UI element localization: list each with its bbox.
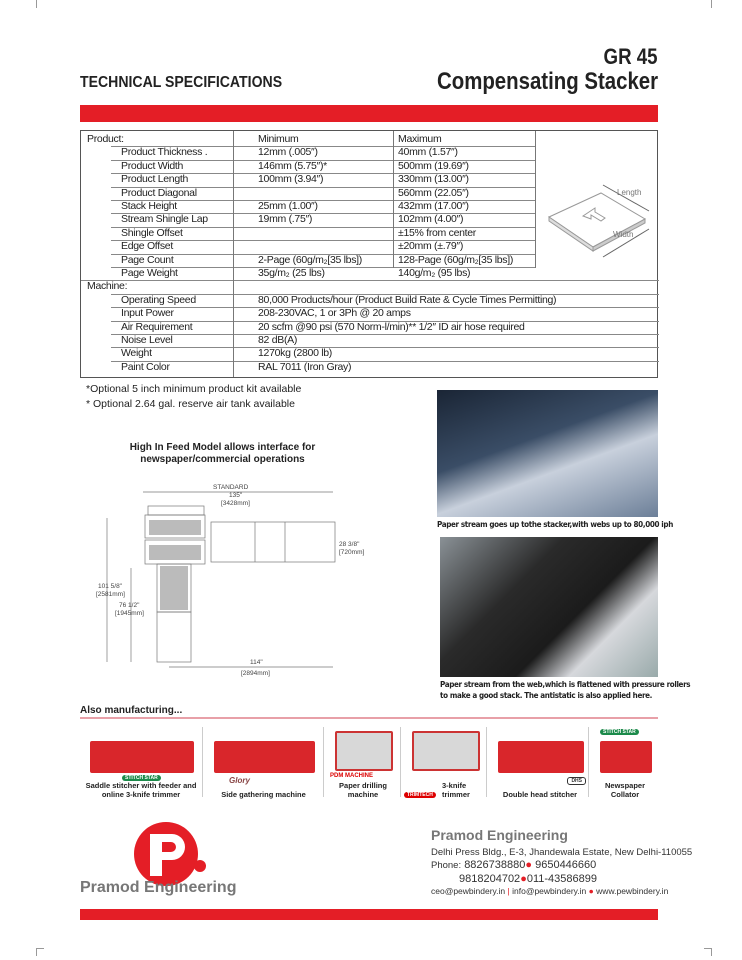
spec-min-value: 25mm (1.00″) xyxy=(258,200,318,212)
photo-caption: to make a good stack. The antistatic is also applied here. xyxy=(440,691,653,700)
contact-line: ceo@pewbindery.in | info@pewbindery.in ● www.pewbindery.in xyxy=(431,886,669,896)
spec-row xyxy=(81,267,659,280)
phone-number[interactable]: 8826738880 xyxy=(464,859,526,871)
crop-mark xyxy=(704,0,712,8)
dimension-label: [720mm] xyxy=(339,549,365,556)
spec-label: Operating Speed xyxy=(121,293,196,306)
model-number: GR 45 xyxy=(603,44,658,69)
phone-line-2: 9818204702●011-43586899 xyxy=(459,873,597,885)
spec-value: 1270kg (2800 lb) xyxy=(258,347,333,360)
spec-row xyxy=(81,321,659,334)
spec-label: Product Width xyxy=(121,159,184,172)
product-item xyxy=(592,727,658,803)
spec-row xyxy=(81,334,659,347)
spec-row xyxy=(81,146,659,159)
logo-company-name: Pramod Engineering xyxy=(80,879,237,896)
spec-value: 20 scfm @90 psi (570 Norm-l/min)** 1/2″ ID air hose required xyxy=(258,320,525,333)
photo-caption: Paper stream from the web,which is flattened with pressure rollers xyxy=(440,680,691,689)
spec-label: Shingle Offset xyxy=(121,226,183,239)
machine-image xyxy=(335,731,393,771)
product-caption: Saddle stitcher with feeder and online 3-knife trimmer xyxy=(85,781,197,799)
spec-label: Product Diagonal xyxy=(121,186,197,199)
brand-badge: STITCH STAR xyxy=(600,729,639,735)
spec-label: Page Weight xyxy=(121,267,178,279)
spec-max-value: ±20mm (±.79″) xyxy=(398,240,464,253)
spec-label: Noise Level xyxy=(121,334,173,346)
divider xyxy=(80,717,658,719)
email-link[interactable]: info@pewbindery.in xyxy=(512,886,587,896)
product-item xyxy=(327,727,399,803)
spec-value: 80,000 Products/hour (Product Build Rate & Cycle Times Permitting) xyxy=(258,293,557,306)
stacker-photo-2 xyxy=(440,537,658,677)
spec-label: Stack Height xyxy=(121,200,177,212)
spec-max-value: ±15% from center xyxy=(398,226,476,239)
header-red-bar xyxy=(80,105,658,122)
brand-badge: PDM MACHINE xyxy=(330,773,373,779)
minimum-header: Minimum xyxy=(258,133,299,145)
company-address: Delhi Press Bldg., E-3, Jhandewala Estate, New Delhi-110055 xyxy=(431,847,693,858)
spec-label: Edge Offset xyxy=(121,240,173,253)
footnote: *Optional 5 inch minimum product kit available xyxy=(86,383,302,395)
spec-max-value: 500mm (19.69″) xyxy=(398,159,469,172)
product-caption: Side gathering machine xyxy=(221,789,306,799)
photo-caption: Paper stream goes up tothe stacker,with webs up to 80,000 iph xyxy=(437,520,673,529)
spec-max-value: 140g/m₂ (95 lbs) xyxy=(398,267,471,279)
spec-min-value: 2-Page (60g/m₂[35 lbs]) xyxy=(258,253,362,266)
dimension-label: 114" xyxy=(250,659,263,666)
crop-mark xyxy=(704,948,712,956)
spec-label: Paint Color xyxy=(121,360,170,373)
product-name: Compensating Stacker xyxy=(436,68,658,95)
machine-section-row xyxy=(81,280,659,293)
brand-badge: STITCH STAR xyxy=(122,775,161,781)
product-dimension-diagram xyxy=(541,171,653,261)
product-caption: Paper drilling machine xyxy=(339,781,387,799)
product-caption: Newspaper Collator xyxy=(604,781,646,799)
spec-label: Page Count xyxy=(121,253,174,266)
product-section-label: Product: xyxy=(87,133,124,145)
phone-label: Phone: xyxy=(431,860,462,871)
machine-section-label: Machine: xyxy=(87,280,128,293)
product-item xyxy=(206,727,321,803)
drawing-title xyxy=(100,442,345,466)
spec-min-value: 19mm (.75″) xyxy=(258,213,313,226)
length-label: Length xyxy=(617,188,642,197)
machine-image xyxy=(214,741,315,773)
machine-image xyxy=(498,741,584,773)
dimension-label: [1945mm] xyxy=(115,610,144,617)
spec-label: Air Requirement xyxy=(121,320,193,333)
spec-min-value: 146mm (5.75″)* xyxy=(258,159,327,172)
section-title: TECHNICAL SPECIFICATIONS xyxy=(80,74,283,91)
spec-header-row xyxy=(81,133,659,146)
stacker-photo-1 xyxy=(437,390,658,517)
product-item xyxy=(490,727,590,803)
spec-value: 82 dB(A) xyxy=(258,334,298,346)
spec-row xyxy=(81,361,659,374)
dimension-label: [3428mm] xyxy=(221,500,250,507)
crop-mark xyxy=(36,0,44,8)
crop-mark xyxy=(36,948,44,956)
dimension-label: 76 1/2" xyxy=(119,602,140,609)
dimension-label: 28 3/8" xyxy=(339,541,360,548)
website-link[interactable]: www.pewbindery.in xyxy=(596,886,669,896)
company-name: Pramod Engineering xyxy=(431,827,568,843)
phone-number[interactable]: 9650446660 xyxy=(535,859,597,871)
product-caption: 3-knife trimmer xyxy=(442,781,470,799)
spec-table xyxy=(80,130,658,378)
drawing-title-line: High In Feed Model allows interface for xyxy=(129,442,316,453)
spec-label: Product Thickness . xyxy=(121,146,208,159)
spec-row xyxy=(81,307,659,320)
dimension-label: 135" xyxy=(229,492,243,499)
spec-max-value: 40mm (1.57″) xyxy=(398,146,458,159)
spec-label: Weight xyxy=(121,347,152,360)
product-item xyxy=(82,727,200,803)
footnote: * Optional 2.64 gal. reserve air tank available xyxy=(86,398,295,410)
machine-image xyxy=(412,731,480,771)
spec-value: RAL 7011 (Iron Gray) xyxy=(258,360,352,373)
spec-max-value: 128-Page (60g/m₂[35 lbs]) xyxy=(398,253,514,266)
product-caption: Double head stitcher xyxy=(502,789,578,799)
width-label: Width xyxy=(613,230,634,239)
spec-label: Stream Shingle Lap xyxy=(121,213,208,226)
spec-label: Product Length xyxy=(121,173,189,186)
spec-max-value: 432mm (17.00″) xyxy=(398,200,469,212)
spec-row xyxy=(81,347,659,360)
dimension-label: STANDARD xyxy=(213,484,249,491)
drawing-title-line: newspaper/commercial operations xyxy=(140,454,305,465)
machine-image xyxy=(90,741,194,773)
brand-badge: Glory xyxy=(229,776,250,785)
product-item xyxy=(404,727,486,803)
spec-value: 208-230VAC, 1 or 3Ph @ 20 amps xyxy=(258,307,411,320)
spec-label: Input Power xyxy=(121,307,174,320)
spec-max-value: 102mm (4.00″) xyxy=(398,213,464,226)
spec-min-value: 12mm (.005″) xyxy=(258,146,318,159)
phone-number[interactable]: 9818204702 xyxy=(459,873,521,885)
brand-badge: TRIMTECH xyxy=(404,792,436,798)
spec-max-value: 330mm (13.00″) xyxy=(398,173,469,186)
dimension-label: [2581mm] xyxy=(96,591,125,598)
spec-min-value: 35g/m₂ (25 lbs) xyxy=(258,267,325,279)
spec-max-value: 560mm (22.05″) xyxy=(398,186,469,199)
footer-red-bar xyxy=(80,909,658,920)
spec-min-value: 100mm (3.94″) xyxy=(258,173,324,186)
phone-number[interactable]: 011-43586899 xyxy=(526,873,597,885)
spec-row xyxy=(81,294,659,307)
machine-image xyxy=(600,741,652,773)
dimension-label: [2894mm] xyxy=(241,670,270,677)
also-manufacturing-title: Also manufacturing... xyxy=(80,705,183,716)
maximum-header: Maximum xyxy=(398,133,442,145)
email-link[interactable]: ceo@pewbindery.in xyxy=(431,886,506,896)
dimension-label: 101 5/8" xyxy=(98,583,122,590)
phone-line-1: Phone: 8826738880● 9650446660 xyxy=(431,859,597,871)
machine-layout-drawing xyxy=(95,480,380,680)
brand-badge: DHS xyxy=(567,777,586,785)
